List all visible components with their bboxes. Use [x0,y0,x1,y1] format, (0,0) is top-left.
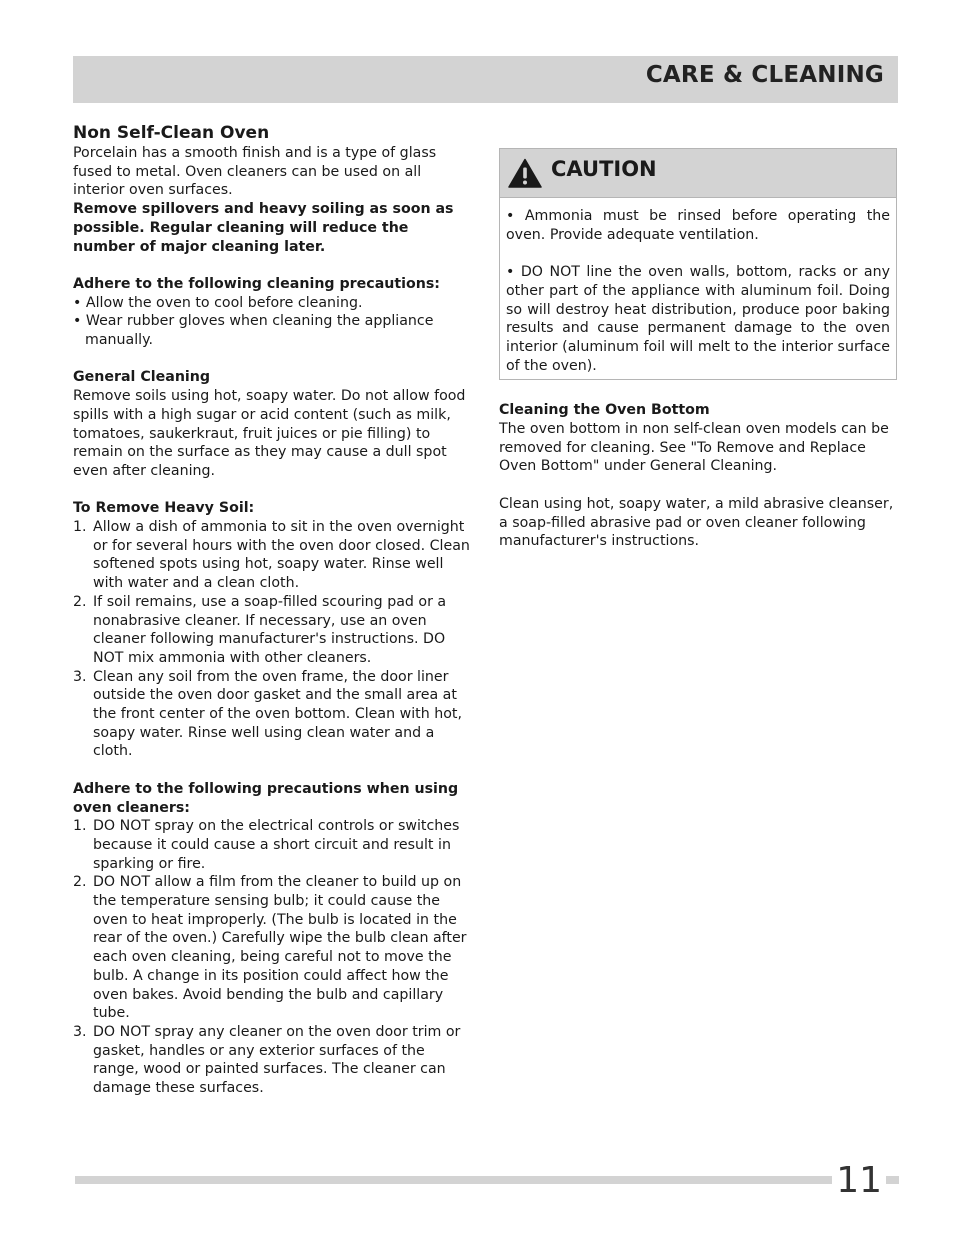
right-column [499,148,897,551]
page-number: 11 [832,1160,886,1202]
section-title: CARE & CLEANING [645,62,884,88]
left-column [73,122,475,1098]
precaution-item: • Allow the oven to cool before cleaning. [73,294,363,311]
oven-cleaner-heading: Adhere to the following precautions when using oven cleaners: [73,780,459,816]
general-cleaning-text: Remove soils using hot, soapy water. Do not allow food spills with a high sugar or acid content (such as milk, tomatoes, saukerkraut, fruit juices or pie filling) to remain on the surface as they may cause a dull spot even after cleaning. [73,388,466,479]
list-item: 2. If soil remains, use a soap-filled scouring pad or a nonabrasive cleaner. If necessary, use an oven cleaner following manufacturer's instructions. DO NOT mix ammonia with other cleaners. [73,593,447,666]
list-item: 1. Allow a dish of ammonia to sit in the oven overnight or for several hours with the oven door closed. Clean softened spots using hot, soapy water. Rinse well with water and a clean cloth. [73,519,470,592]
list-item: 1. DO NOT spray on the electrical controls or switches because it could cause a short circuit and result in sparking or fire. [73,818,460,872]
list-item: 3. DO NOT spray any cleaner on the oven door trim or gasket, handles or any exterior surfaces of the range, wood or painted surfaces. The cleaner can damage these surfaces. [73,1023,461,1097]
oven-bottom-text: The oven bottom in non self-clean oven models can be removed for cleaning. See "To Remove and Replace Oven Bottom" under General Cleaning. [499,421,889,475]
caution-header [500,149,896,198]
footer-bar [75,1176,899,1184]
heavy-soil-steps [73,518,475,761]
precaution-item: • Wear rubber gloves when cleaning the appliance manually. [73,313,434,349]
page-heading: Non Self-Clean Oven [73,123,270,143]
oven-bottom-heading: Cleaning the Oven Bottom [499,402,710,419]
list-item: 3. Clean any soil from the oven frame, the door liner outside the oven door gasket and the small area at the front center of the oven bottom. Clean with hot, soapy water. Rinse well using clean water and a cloth. [73,668,462,760]
caution-item: • DO NOT line the oven walls, bottom, racks or any other part of the appliance with aluminum foil. Doing so will destroy heat distribution, produce poor baking results and cause permanent damage to the oven interior (aluminum foil will melt to the interior surface of the oven). [506,264,890,374]
intro-bold-paragraph: Remove spillovers and heavy soiling as soon as possible. Regular cleaning will reduce the number of major cleaning later. [73,201,454,255]
heavy-soil-heading: To Remove Heavy Soil: [73,500,255,517]
precautions-heading: Adhere to the following cleaning precautions: [73,275,440,292]
caution-title: CAUTION [551,157,657,181]
list-item: 2. DO NOT allow a film from the cleaner to build up on the temperature sensing bulb; it could cause the oven to heat improperly. (The bulb is located in the rear of the oven.) Carefully wipe the bulb clean after each oven cleaning, being careful not to move the bulb. A change in its position could affect how the oven bakes. Avoid bending the bulb and capillary tube. [73,874,467,1022]
intro-paragraph: Porcelain has a smooth finish and is a type of glass fused to metal. Oven cleaners can be used on all interior oven surfaces. [73,145,437,199]
warning-triangle-icon [508,158,542,194]
caution-box [499,148,897,380]
caution-body [500,198,896,379]
caution-item: • Ammonia must be rinsed before operating the oven. Provide adequate ventilation. [506,208,890,243]
general-cleaning-heading: General Cleaning [73,369,211,386]
header-bar [73,56,898,103]
oven-bottom-clean-text: Clean using hot, soapy water, a mild abrasive cleanser, a soap-filled abrasive pad or oven cleaner following manufacturer's instructions. [499,495,894,550]
oven-cleaner-steps [73,817,475,1098]
